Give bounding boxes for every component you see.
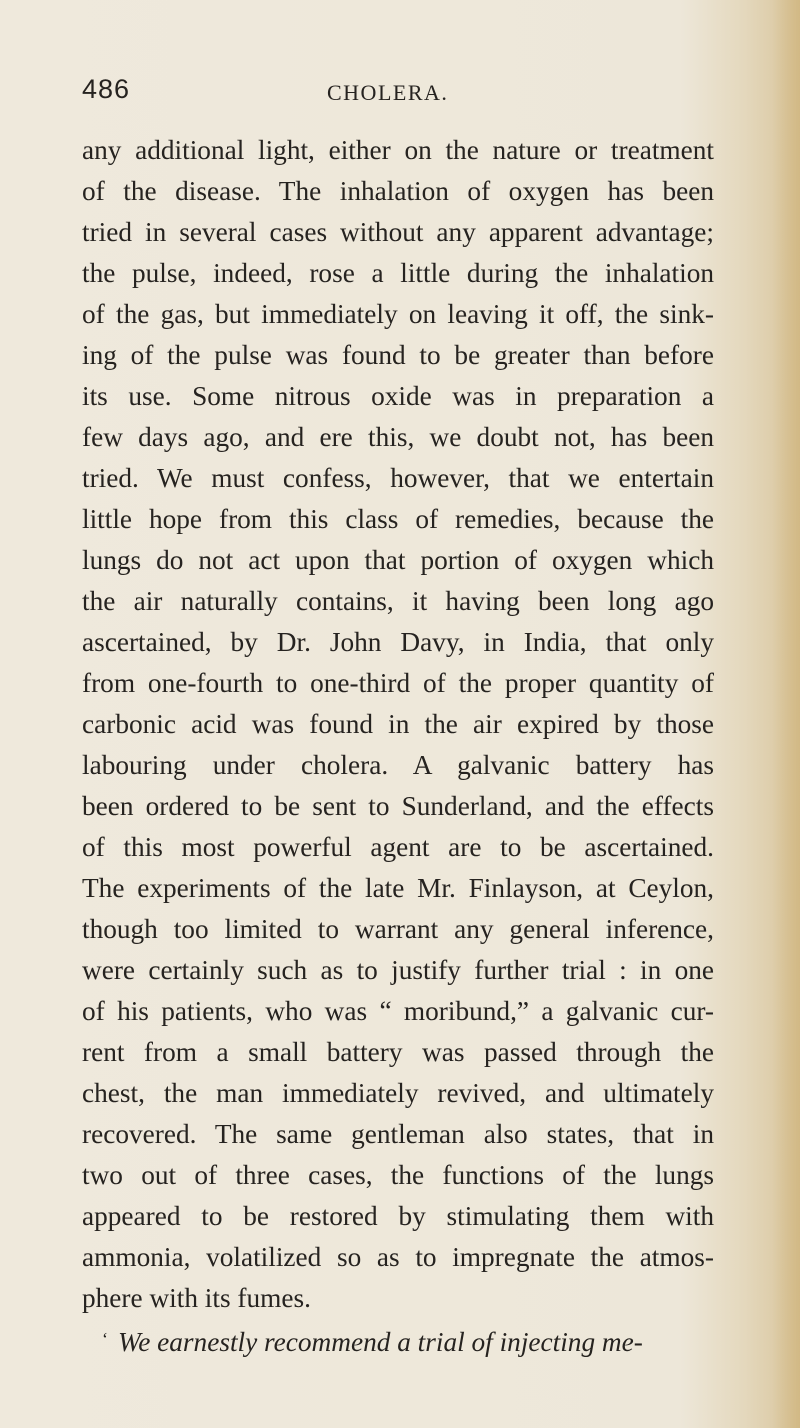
text-line: from one-fourth to one-third of the proper quantity of: [82, 668, 714, 698]
text-line: any additional light, either on the nature or treatment: [82, 135, 714, 165]
text-line: its use. Some nitrous oxide was in preparation a: [82, 381, 714, 411]
text-line: carbonic acid was found in the air expired by those: [82, 709, 714, 739]
footnote-mark: ‘: [102, 1329, 108, 1349]
page-edge-shadow: [772, 0, 800, 1428]
text-line: labouring under cholera. A galvanic battery has: [82, 750, 714, 780]
text-line: ammonia, volatilized so as to impregnate the atmos-: [82, 1242, 714, 1272]
text-line: lungs do not act upon that portion of oxygen which: [82, 545, 714, 575]
text-line: recovered. The same gentleman also states, that in: [82, 1119, 714, 1149]
text-line: little hope from this class of remedies, because the: [82, 504, 714, 534]
text-line: were certainly such as to justify further trial : in one: [82, 955, 714, 985]
text-line: appeared to be restored by stimulating them with: [82, 1201, 714, 1231]
text-line: of this most powerful agent are to be ascertained.: [82, 832, 714, 862]
text-line: of his patients, who was “ moribund,” a galvanic cur-: [82, 996, 714, 1026]
page-header: [82, 74, 722, 114]
footnote-text: We earnestly recommend a trial of injecting me-: [118, 1327, 643, 1357]
running-title: CHOLERA.: [327, 80, 449, 105]
text-line: phere with its fumes.: [82, 1283, 311, 1313]
text-line: been ordered to be sent to Sunderland, and the effects: [82, 791, 714, 821]
body-text: [82, 130, 714, 1360]
text-line: rent from a small battery was passed through the: [82, 1037, 714, 1067]
text-line: tried in several cases without any apparent advantage;: [82, 217, 714, 247]
text-line: The experiments of the late Mr. Finlayson, at Ceylon,: [82, 873, 714, 903]
footnote-line: [82, 1319, 714, 1360]
text-line: though too limited to warrant any general inference,: [82, 914, 714, 944]
text-line: chest, the man immediately revived, and ultimately: [82, 1078, 714, 1108]
text-line: of the disease. The inhalation of oxygen has been: [82, 176, 714, 206]
text-line: of the gas, but immediately on leaving it off, the sink-: [82, 299, 714, 329]
text-line: the air naturally contains, it having been long ago: [82, 586, 714, 616]
text-line: tried. We must confess, however, that we entertain: [82, 463, 714, 493]
page-number: 486: [82, 74, 131, 104]
text-line: ing of the pulse was found to be greater than before: [82, 340, 714, 370]
text-line: two out of three cases, the functions of the lungs: [82, 1160, 714, 1190]
text-line: few days ago, and ere this, we doubt not, has been: [82, 422, 714, 452]
text-line: the pulse, indeed, rose a little during the inhalation: [82, 258, 714, 288]
text-line: ascertained, by Dr. John Davy, in India, that only: [82, 627, 714, 657]
